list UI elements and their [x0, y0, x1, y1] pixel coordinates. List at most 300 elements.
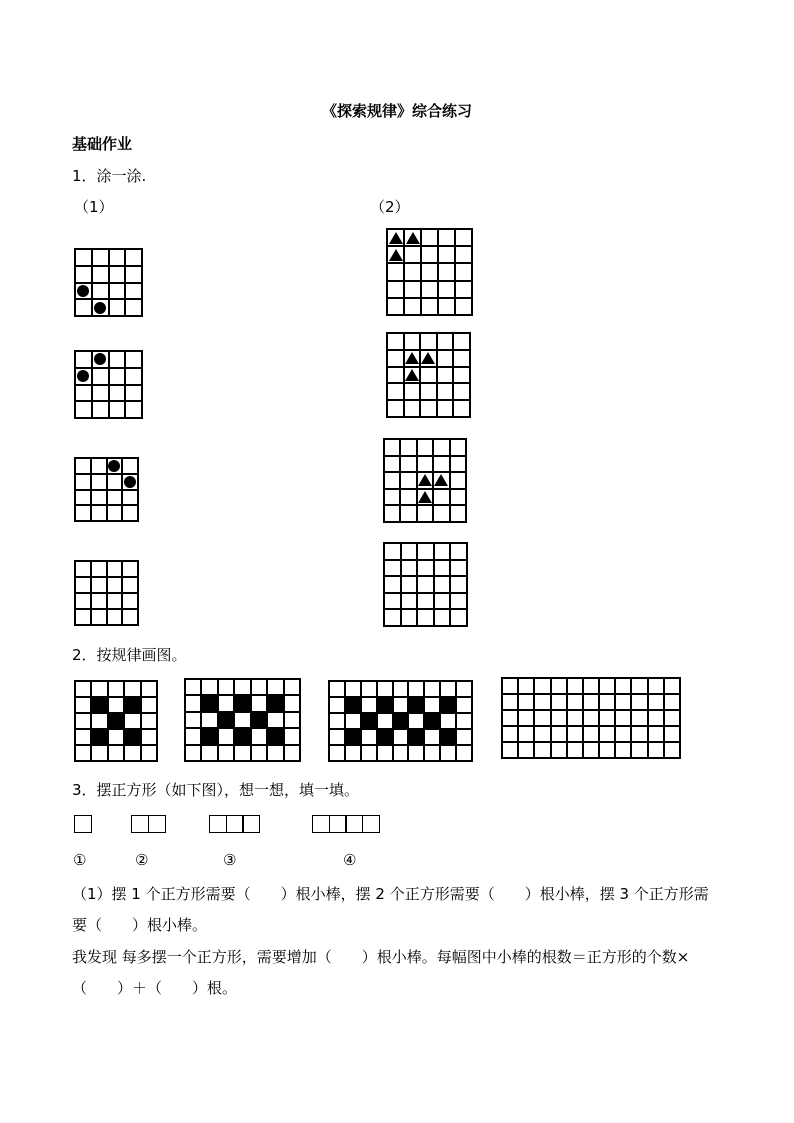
grid-cell[interactable] — [91, 505, 107, 521]
grid-cell[interactable] — [437, 400, 454, 417]
grid-cell[interactable] — [583, 710, 599, 726]
grid-cell[interactable] — [125, 249, 142, 266]
grid-cell[interactable] — [92, 266, 109, 283]
grid-cell[interactable] — [438, 263, 455, 280]
grid-cell[interactable] — [615, 710, 631, 726]
grid-cell[interactable] — [417, 472, 433, 489]
grid-cell[interactable] — [502, 710, 518, 726]
grid-cell[interactable] — [551, 726, 567, 742]
grid-cell[interactable] — [75, 505, 91, 521]
grid-cell[interactable] — [122, 458, 138, 474]
grid-cell[interactable] — [91, 561, 107, 577]
filled-cell[interactable] — [251, 712, 267, 728]
grid-cell[interactable] — [201, 745, 217, 761]
grid-cell[interactable] — [107, 577, 123, 593]
grid-cell[interactable] — [401, 576, 418, 593]
grid-cell[interactable] — [518, 742, 534, 758]
grid-cell[interactable] — [387, 281, 404, 298]
grid-cell[interactable] — [267, 745, 283, 761]
grid-cell[interactable] — [438, 246, 455, 263]
grid-cell[interactable] — [345, 745, 361, 761]
grid-cell[interactable] — [125, 283, 142, 300]
grid-cell[interactable] — [551, 742, 567, 758]
grid-cell[interactable] — [424, 681, 440, 697]
grid-cell[interactable] — [599, 726, 615, 742]
grid-cell[interactable] — [125, 368, 142, 385]
grid-cell[interactable] — [141, 681, 157, 697]
grid-cell[interactable] — [631, 742, 647, 758]
grid-cell[interactable] — [583, 742, 599, 758]
grid-cell[interactable] — [267, 712, 283, 728]
grid-cell[interactable] — [75, 490, 91, 506]
grid-cell[interactable] — [450, 489, 466, 506]
grid-cell[interactable] — [122, 505, 138, 521]
grid-cell[interactable] — [75, 474, 91, 490]
grid-cell[interactable] — [384, 543, 401, 560]
grid-cell[interactable] — [599, 694, 615, 710]
grid-cell[interactable] — [455, 263, 472, 280]
grid-cell[interactable] — [583, 694, 599, 710]
grid-cell[interactable] — [284, 695, 300, 711]
grid-cell[interactable] — [141, 729, 157, 745]
filled-cell[interactable] — [393, 713, 409, 729]
grid-cell[interactable] — [401, 560, 418, 577]
grid-cell[interactable] — [434, 543, 451, 560]
grid-cell[interactable] — [420, 350, 437, 367]
grid-cell[interactable] — [218, 695, 234, 711]
grid-cell[interactable] — [648, 726, 664, 742]
filled-cell[interactable] — [345, 697, 361, 713]
filled-cell[interactable] — [234, 728, 250, 744]
grid-cell[interactable] — [185, 679, 201, 695]
q1-part1-grid-3[interactable] — [74, 457, 139, 522]
grid-cell[interactable] — [92, 299, 109, 316]
grid-cell[interactable] — [377, 745, 393, 761]
grid-cell[interactable] — [91, 490, 107, 506]
grid-cell[interactable] — [438, 281, 455, 298]
grid-cell[interactable] — [125, 401, 142, 418]
grid-cell[interactable] — [404, 246, 421, 263]
grid-cell[interactable] — [329, 745, 345, 761]
grid-cell[interactable] — [438, 229, 455, 246]
grid-cell[interactable] — [404, 229, 421, 246]
grid-cell[interactable] — [433, 505, 449, 522]
grid-cell[interactable] — [421, 229, 438, 246]
grid-cell[interactable] — [92, 283, 109, 300]
filled-cell[interactable] — [124, 729, 140, 745]
grid-cell[interactable] — [393, 745, 409, 761]
grid-cell[interactable] — [284, 712, 300, 728]
grid-cell[interactable] — [234, 712, 250, 728]
grid-cell[interactable] — [185, 712, 201, 728]
grid-cell[interactable] — [124, 713, 140, 729]
grid-cell[interactable] — [75, 561, 91, 577]
grid-cell[interactable] — [404, 350, 421, 367]
filled-cell[interactable] — [234, 695, 250, 711]
grid-cell[interactable] — [122, 609, 138, 625]
grid-cell[interactable] — [107, 490, 123, 506]
grid-cell[interactable] — [122, 593, 138, 609]
filled-cell[interactable] — [201, 695, 217, 711]
grid-cell[interactable] — [534, 710, 550, 726]
grid-cell[interactable] — [361, 681, 377, 697]
grid-cell[interactable] — [417, 505, 433, 522]
grid-cell[interactable] — [417, 609, 434, 626]
grid-cell[interactable] — [75, 609, 91, 625]
grid-cell[interactable] — [437, 333, 454, 350]
grid-cell[interactable] — [456, 745, 472, 761]
grid-cell[interactable] — [361, 729, 377, 745]
q2-pattern-grid-2[interactable] — [184, 678, 301, 762]
filled-cell[interactable] — [440, 729, 456, 745]
grid-cell[interactable] — [92, 401, 109, 418]
grid-cell[interactable] — [251, 679, 267, 695]
grid-cell[interactable] — [455, 298, 472, 315]
grid-cell[interactable] — [502, 678, 518, 694]
q1-part1-grid-2[interactable] — [74, 350, 143, 419]
grid-cell[interactable] — [450, 456, 466, 473]
grid-cell[interactable] — [450, 505, 466, 522]
grid-cell[interactable] — [107, 593, 123, 609]
filled-cell[interactable] — [267, 728, 283, 744]
filled-cell[interactable] — [440, 697, 456, 713]
grid-cell[interactable] — [502, 742, 518, 758]
grid-cell[interactable] — [92, 351, 109, 368]
grid-cell[interactable] — [408, 713, 424, 729]
grid-cell[interactable] — [75, 593, 91, 609]
grid-cell[interactable] — [433, 472, 449, 489]
grid-cell[interactable] — [437, 350, 454, 367]
grid-cell[interactable] — [107, 561, 123, 577]
grid-cell[interactable] — [518, 726, 534, 742]
grid-cell[interactable] — [393, 729, 409, 745]
grid-cell[interactable] — [91, 474, 107, 490]
grid-cell[interactable] — [75, 299, 92, 316]
grid-cell[interactable] — [75, 713, 91, 729]
grid-cell[interactable] — [75, 368, 92, 385]
grid-cell[interactable] — [400, 439, 416, 456]
q1-part1-grid-4[interactable] — [74, 560, 139, 626]
grid-cell[interactable] — [417, 489, 433, 506]
grid-cell[interactable] — [453, 333, 470, 350]
grid-cell[interactable] — [329, 681, 345, 697]
grid-cell[interactable] — [75, 266, 92, 283]
grid-cell[interactable] — [408, 745, 424, 761]
grid-cell[interactable] — [450, 609, 467, 626]
grid-cell[interactable] — [567, 694, 583, 710]
grid-cell[interactable] — [518, 710, 534, 726]
grid-cell[interactable] — [329, 729, 345, 745]
grid-cell[interactable] — [440, 681, 456, 697]
grid-cell[interactable] — [234, 745, 250, 761]
grid-cell[interactable] — [384, 576, 401, 593]
grid-cell[interactable] — [631, 694, 647, 710]
grid-cell[interactable] — [534, 742, 550, 758]
grid-cell[interactable] — [109, 368, 126, 385]
grid-cell[interactable] — [384, 456, 400, 473]
grid-cell[interactable] — [450, 543, 467, 560]
grid-cell[interactable] — [284, 728, 300, 744]
grid-cell[interactable] — [125, 385, 142, 402]
grid-cell[interactable] — [648, 710, 664, 726]
grid-cell[interactable] — [424, 729, 440, 745]
grid-cell[interactable] — [361, 745, 377, 761]
grid-cell[interactable] — [400, 472, 416, 489]
grid-cell[interactable] — [125, 351, 142, 368]
grid-cell[interactable] — [122, 474, 138, 490]
grid-cell[interactable] — [387, 263, 404, 280]
grid-cell[interactable] — [107, 609, 123, 625]
grid-cell[interactable] — [631, 710, 647, 726]
grid-cell[interactable] — [420, 400, 437, 417]
grid-cell[interactable] — [393, 681, 409, 697]
grid-cell[interactable] — [377, 713, 393, 729]
grid-cell[interactable] — [185, 695, 201, 711]
grid-cell[interactable] — [421, 281, 438, 298]
grid-cell[interactable] — [384, 489, 400, 506]
grid-cell[interactable] — [267, 679, 283, 695]
grid-cell[interactable] — [421, 246, 438, 263]
grid-cell[interactable] — [615, 694, 631, 710]
grid-cell[interactable] — [75, 729, 91, 745]
grid-cell[interactable] — [404, 400, 421, 417]
grid-cell[interactable] — [599, 710, 615, 726]
filled-cell[interactable] — [124, 697, 140, 713]
grid-cell[interactable] — [583, 678, 599, 694]
grid-cell[interactable] — [417, 576, 434, 593]
grid-cell[interactable] — [417, 593, 434, 610]
grid-cell[interactable] — [401, 543, 418, 560]
grid-cell[interactable] — [434, 560, 451, 577]
grid-cell[interactable] — [434, 576, 451, 593]
filled-cell[interactable] — [201, 728, 217, 744]
grid-cell[interactable] — [453, 350, 470, 367]
grid-cell[interactable] — [420, 367, 437, 384]
filled-cell[interactable] — [108, 713, 124, 729]
grid-cell[interactable] — [108, 745, 124, 761]
grid-cell[interactable] — [450, 576, 467, 593]
grid-cell[interactable] — [185, 728, 201, 744]
grid-cell[interactable] — [453, 383, 470, 400]
grid-cell[interactable] — [455, 281, 472, 298]
grid-cell[interactable] — [109, 385, 126, 402]
grid-cell[interactable] — [234, 679, 250, 695]
q1-part2-grid-2[interactable] — [386, 332, 471, 418]
grid-cell[interactable] — [456, 681, 472, 697]
grid-cell[interactable] — [387, 383, 404, 400]
grid-cell[interactable] — [502, 694, 518, 710]
q2-pattern-grid-4[interactable] — [501, 677, 681, 759]
grid-cell[interactable] — [284, 745, 300, 761]
grid-cell[interactable] — [387, 333, 404, 350]
grid-cell[interactable] — [91, 577, 107, 593]
grid-cell[interactable] — [91, 609, 107, 625]
grid-cell[interactable] — [92, 249, 109, 266]
grid-cell[interactable] — [502, 726, 518, 742]
grid-cell[interactable] — [91, 458, 107, 474]
grid-cell[interactable] — [251, 745, 267, 761]
grid-cell[interactable] — [567, 742, 583, 758]
grid-cell[interactable] — [408, 681, 424, 697]
grid-cell[interactable] — [420, 383, 437, 400]
grid-cell[interactable] — [141, 713, 157, 729]
grid-cell[interactable] — [437, 367, 454, 384]
grid-cell[interactable] — [384, 593, 401, 610]
grid-cell[interactable] — [450, 593, 467, 610]
grid-cell[interactable] — [109, 351, 126, 368]
grid-cell[interactable] — [450, 472, 466, 489]
grid-cell[interactable] — [124, 745, 140, 761]
grid-cell[interactable] — [218, 745, 234, 761]
filled-cell[interactable] — [377, 729, 393, 745]
grid-cell[interactable] — [218, 728, 234, 744]
grid-cell[interactable] — [384, 560, 401, 577]
grid-cell[interactable] — [75, 681, 91, 697]
grid-cell[interactable] — [122, 561, 138, 577]
grid-cell[interactable] — [551, 694, 567, 710]
grid-cell[interactable] — [107, 505, 123, 521]
grid-cell[interactable] — [75, 351, 92, 368]
grid-cell[interactable] — [384, 505, 400, 522]
grid-cell[interactable] — [664, 726, 680, 742]
grid-cell[interactable] — [91, 745, 107, 761]
grid-cell[interactable] — [453, 400, 470, 417]
q1-part2-grid-4[interactable] — [383, 542, 468, 627]
grid-cell[interactable] — [648, 678, 664, 694]
grid-cell[interactable] — [455, 229, 472, 246]
grid-cell[interactable] — [518, 678, 534, 694]
grid-cell[interactable] — [631, 678, 647, 694]
grid-cell[interactable] — [664, 678, 680, 694]
filled-cell[interactable] — [267, 695, 283, 711]
filled-cell[interactable] — [345, 729, 361, 745]
grid-cell[interactable] — [387, 229, 404, 246]
grid-cell[interactable] — [401, 609, 418, 626]
grid-cell[interactable] — [583, 726, 599, 742]
grid-cell[interactable] — [417, 439, 433, 456]
grid-cell[interactable] — [92, 368, 109, 385]
grid-cell[interactable] — [387, 350, 404, 367]
grid-cell[interactable] — [438, 298, 455, 315]
grid-cell[interactable] — [615, 678, 631, 694]
grid-cell[interactable] — [599, 742, 615, 758]
grid-cell[interactable] — [421, 298, 438, 315]
grid-cell[interactable] — [109, 249, 126, 266]
grid-cell[interactable] — [648, 742, 664, 758]
grid-cell[interactable] — [440, 713, 456, 729]
grid-cell[interactable] — [75, 401, 92, 418]
grid-cell[interactable] — [109, 283, 126, 300]
filled-cell[interactable] — [91, 697, 107, 713]
grid-cell[interactable] — [456, 729, 472, 745]
grid-cell[interactable] — [387, 246, 404, 263]
grid-cell[interactable] — [108, 697, 124, 713]
grid-cell[interactable] — [329, 713, 345, 729]
grid-cell[interactable] — [404, 333, 421, 350]
grid-cell[interactable] — [450, 560, 467, 577]
grid-cell[interactable] — [518, 694, 534, 710]
grid-cell[interactable] — [551, 710, 567, 726]
grid-cell[interactable] — [417, 543, 434, 560]
grid-cell[interactable] — [345, 681, 361, 697]
grid-cell[interactable] — [648, 694, 664, 710]
grid-cell[interactable] — [404, 281, 421, 298]
grid-cell[interactable] — [361, 697, 377, 713]
grid-cell[interactable] — [109, 266, 126, 283]
grid-cell[interactable] — [404, 298, 421, 315]
grid-cell[interactable] — [108, 681, 124, 697]
grid-cell[interactable] — [450, 439, 466, 456]
filled-cell[interactable] — [361, 713, 377, 729]
grid-cell[interactable] — [91, 681, 107, 697]
grid-cell[interactable] — [75, 577, 91, 593]
grid-cell[interactable] — [434, 609, 451, 626]
grid-cell[interactable] — [124, 681, 140, 697]
grid-cell[interactable] — [433, 439, 449, 456]
grid-cell[interactable] — [424, 745, 440, 761]
grid-cell[interactable] — [122, 577, 138, 593]
grid-cell[interactable] — [75, 283, 92, 300]
grid-cell[interactable] — [393, 697, 409, 713]
grid-cell[interactable] — [417, 560, 434, 577]
grid-cell[interactable] — [141, 745, 157, 761]
grid-cell[interactable] — [456, 713, 472, 729]
filled-cell[interactable] — [377, 697, 393, 713]
grid-cell[interactable] — [284, 679, 300, 695]
grid-cell[interactable] — [75, 385, 92, 402]
grid-cell[interactable] — [75, 697, 91, 713]
grid-cell[interactable] — [75, 249, 92, 266]
grid-cell[interactable] — [75, 745, 91, 761]
grid-cell[interactable] — [384, 472, 400, 489]
grid-cell[interactable] — [201, 679, 217, 695]
grid-cell[interactable] — [433, 456, 449, 473]
filled-cell[interactable] — [91, 729, 107, 745]
grid-cell[interactable] — [108, 729, 124, 745]
grid-cell[interactable] — [345, 713, 361, 729]
grid-cell[interactable] — [329, 697, 345, 713]
grid-cell[interactable] — [75, 458, 91, 474]
grid-cell[interactable] — [125, 266, 142, 283]
grid-cell[interactable] — [631, 726, 647, 742]
grid-cell[interactable] — [384, 439, 400, 456]
grid-cell[interactable] — [141, 697, 157, 713]
grid-cell[interactable] — [534, 694, 550, 710]
grid-cell[interactable] — [377, 681, 393, 697]
q2-pattern-grid-3[interactable] — [328, 680, 473, 762]
grid-cell[interactable] — [534, 726, 550, 742]
grid-cell[interactable] — [384, 609, 401, 626]
grid-cell[interactable] — [122, 490, 138, 506]
grid-cell[interactable] — [420, 333, 437, 350]
grid-cell[interactable] — [567, 710, 583, 726]
grid-cell[interactable] — [91, 593, 107, 609]
grid-cell[interactable] — [109, 299, 126, 316]
grid-cell[interactable] — [664, 710, 680, 726]
grid-cell[interactable] — [567, 678, 583, 694]
grid-cell[interactable] — [400, 456, 416, 473]
grid-cell[interactable] — [433, 489, 449, 506]
grid-cell[interactable] — [92, 385, 109, 402]
grid-cell[interactable] — [251, 728, 267, 744]
grid-cell[interactable] — [455, 246, 472, 263]
grid-cell[interactable] — [201, 712, 217, 728]
grid-cell[interactable] — [551, 678, 567, 694]
grid-cell[interactable] — [404, 263, 421, 280]
grid-cell[interactable] — [615, 742, 631, 758]
grid-cell[interactable] — [440, 745, 456, 761]
grid-cell[interactable] — [218, 679, 234, 695]
